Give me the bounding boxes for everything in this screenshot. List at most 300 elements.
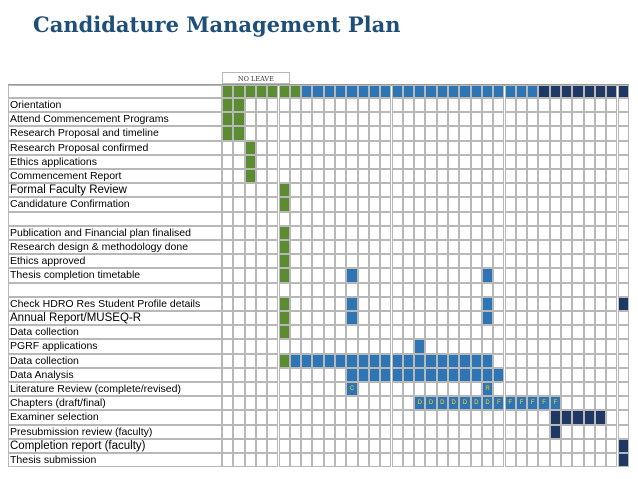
grid-cell <box>459 311 470 325</box>
grid-cell <box>505 169 516 183</box>
grid-cell <box>358 410 369 424</box>
grid-cell <box>437 155 448 169</box>
grid-cell <box>493 98 504 112</box>
navy-bar-cell <box>550 410 561 424</box>
task-label: Annual Report/MUSEQ-R <box>10 312 142 324</box>
grid-cell <box>267 98 278 112</box>
grid-cell <box>538 453 549 467</box>
grid-cell <box>392 226 403 240</box>
grid-cell <box>561 311 572 325</box>
header-bar-cell <box>267 85 278 98</box>
grid-cell <box>561 325 572 339</box>
header-bar-cell <box>584 85 595 98</box>
header-bar-cell <box>471 85 482 98</box>
header-bar-cell <box>279 85 290 98</box>
grid-cell <box>527 425 538 439</box>
header-bar-cell <box>425 85 436 98</box>
grid-cell <box>550 382 561 396</box>
grid-cell <box>425 112 436 126</box>
grid-cell <box>595 283 606 297</box>
grid-cell <box>392 212 403 226</box>
grid-cell <box>301 396 312 410</box>
grid-cell <box>550 439 561 453</box>
green-bar-cell <box>279 325 290 339</box>
grid-cell <box>584 126 595 140</box>
grid-cell <box>380 382 391 396</box>
task-label: Candidature Confirmation <box>10 198 130 211</box>
task-label: Research Proposal and timeline <box>10 127 159 140</box>
grid-cell <box>267 155 278 169</box>
cell-mark: R <box>485 386 490 392</box>
grid-cell <box>324 283 335 297</box>
grid-cell <box>437 410 448 424</box>
grid-cell <box>459 268 470 282</box>
grid-cell <box>606 368 617 382</box>
grid-cell <box>358 197 369 211</box>
grid-cell <box>267 453 278 467</box>
grid-cell <box>312 325 323 339</box>
header-bar-cell <box>324 85 335 98</box>
header-bar-cell <box>335 85 346 98</box>
grid-cell <box>267 169 278 183</box>
grid-cell <box>324 112 335 126</box>
grid-cell <box>222 283 233 297</box>
grid-cell <box>222 339 233 353</box>
grid-cell <box>380 98 391 112</box>
grid-cell <box>527 268 538 282</box>
grid-cell <box>584 354 595 368</box>
grid-cell <box>584 439 595 453</box>
grid-cell <box>324 368 335 382</box>
grid-cell <box>358 226 369 240</box>
grid-cell <box>595 126 606 140</box>
grid-cell <box>459 339 470 353</box>
grid-cell <box>572 197 583 211</box>
grid-cell <box>459 439 470 453</box>
grid-cell <box>267 325 278 339</box>
header-bar-cell <box>595 85 606 98</box>
grid-cell <box>527 98 538 112</box>
grid-cell <box>618 155 629 169</box>
grid-cell <box>595 212 606 226</box>
grid-cell <box>256 254 267 268</box>
grid-cell <box>335 126 346 140</box>
grid-cell <box>606 226 617 240</box>
grid-cell <box>335 112 346 126</box>
grid-cell <box>392 126 403 140</box>
grid-cell <box>369 268 380 282</box>
grid-cell <box>505 155 516 169</box>
grid-cell <box>290 283 301 297</box>
grid-cell <box>267 297 278 311</box>
grid-cell <box>516 339 527 353</box>
grid-cell <box>233 183 244 197</box>
grid-cell <box>301 98 312 112</box>
grid-cell <box>256 268 267 282</box>
grid-cell <box>437 425 448 439</box>
grid-cell <box>505 425 516 439</box>
grid-cell <box>233 155 244 169</box>
grid-cell <box>346 325 357 339</box>
grid-cell <box>482 254 493 268</box>
grid-cell <box>482 197 493 211</box>
grid-cell <box>380 240 391 254</box>
grid-cell <box>380 396 391 410</box>
grid-cell <box>346 197 357 211</box>
grid-cell <box>471 339 482 353</box>
grid-cell <box>550 240 561 254</box>
grid-cell <box>425 339 436 353</box>
grid-cell <box>425 410 436 424</box>
task-label: Examiner selection <box>10 411 99 424</box>
grid-cell <box>256 141 267 155</box>
grid-cell <box>572 396 583 410</box>
grid-cell <box>414 112 425 126</box>
blue-bar-cell <box>392 354 403 368</box>
grid-cell <box>222 311 233 325</box>
grid-cell <box>561 155 572 169</box>
grid-cell <box>437 453 448 467</box>
grid-cell <box>346 254 357 268</box>
grid-cell <box>392 112 403 126</box>
cell-mark: F <box>542 400 546 407</box>
grid-cell <box>550 112 561 126</box>
grid-cell <box>414 439 425 453</box>
grid-cell <box>380 439 391 453</box>
grid-cell <box>606 410 617 424</box>
grid-cell <box>380 183 391 197</box>
grid-cell <box>538 141 549 155</box>
grid-cell <box>618 197 629 211</box>
grid-cell <box>324 325 335 339</box>
grid-cell <box>505 325 516 339</box>
navy-bar-cell <box>584 410 595 424</box>
blue-bar-cell <box>437 368 448 382</box>
grid-cell <box>493 126 504 140</box>
grid-cell <box>369 325 380 339</box>
grid-cell <box>301 410 312 424</box>
grid-cell <box>527 197 538 211</box>
grid-cell <box>290 254 301 268</box>
grid-cell <box>267 268 278 282</box>
grid-cell <box>312 254 323 268</box>
grid-cell <box>561 453 572 467</box>
blue-bar-cell <box>482 268 493 282</box>
grid-cell <box>448 297 459 311</box>
blue-bar-cell <box>346 368 357 382</box>
grid-cell <box>459 197 470 211</box>
grid-cell <box>482 325 493 339</box>
grid-cell <box>222 453 233 467</box>
grid-cell <box>606 183 617 197</box>
grid-cell <box>256 354 267 368</box>
grid-cell <box>527 382 538 396</box>
blue-bar-cell <box>346 311 357 325</box>
grid-cell <box>561 268 572 282</box>
grid-cell <box>618 183 629 197</box>
grid-cell <box>584 212 595 226</box>
grid-cell <box>572 297 583 311</box>
grid-cell <box>256 396 267 410</box>
grid-cell <box>369 197 380 211</box>
grid-cell <box>538 368 549 382</box>
grid-cell <box>233 382 244 396</box>
grid-cell <box>595 183 606 197</box>
blue-bar-cell <box>392 368 403 382</box>
grid-cell <box>301 325 312 339</box>
grid-cell <box>561 396 572 410</box>
grid-cell <box>459 141 470 155</box>
grid-cell <box>222 354 233 368</box>
grid-cell <box>482 183 493 197</box>
grid-cell <box>369 112 380 126</box>
grid-cell <box>527 240 538 254</box>
navy-bar-cell <box>618 297 629 311</box>
grid-cell <box>380 155 391 169</box>
cell-mark: F <box>553 400 558 407</box>
grid-cell <box>346 396 357 410</box>
grid-cell <box>392 254 403 268</box>
grid-cell <box>290 197 301 211</box>
grid-cell <box>550 368 561 382</box>
grid-cell <box>572 226 583 240</box>
grid-cell <box>358 453 369 467</box>
grid-cell <box>290 425 301 439</box>
grid-cell <box>516 240 527 254</box>
grid-cell <box>290 453 301 467</box>
grid-cell <box>550 297 561 311</box>
grid-cell <box>471 382 482 396</box>
grid-cell <box>380 197 391 211</box>
grid-cell <box>595 98 606 112</box>
grid-cell <box>380 112 391 126</box>
grid-cell <box>369 183 380 197</box>
grid-cell <box>493 141 504 155</box>
grid-cell <box>471 425 482 439</box>
grid-cell <box>380 212 391 226</box>
grid-cell <box>245 339 256 353</box>
grid-cell <box>425 453 436 467</box>
grid-cell <box>618 339 629 353</box>
grid-cell <box>380 254 391 268</box>
header-bar-cell <box>437 85 448 98</box>
grid-cell <box>335 311 346 325</box>
grid-cell <box>572 268 583 282</box>
header-bar-cell <box>482 85 493 98</box>
header-bar-cell <box>414 85 425 98</box>
grid-cell <box>233 354 244 368</box>
green-bar-cell <box>279 226 290 240</box>
grid-cell <box>233 453 244 467</box>
grid-cell <box>222 254 233 268</box>
grid-cell <box>584 425 595 439</box>
grid-cell <box>301 425 312 439</box>
grid-cell <box>312 212 323 226</box>
grid-cell <box>369 382 380 396</box>
grid-cell <box>414 169 425 183</box>
grid-cell <box>290 240 301 254</box>
header-bar-cell <box>233 85 244 98</box>
grid-cell <box>233 283 244 297</box>
grid-cell <box>595 311 606 325</box>
grid-cell <box>414 183 425 197</box>
header-bar-cell <box>572 85 583 98</box>
grid-cell <box>358 98 369 112</box>
grid-cell <box>482 240 493 254</box>
blue-bar-cell <box>358 368 369 382</box>
grid-cell <box>493 226 504 240</box>
grid-cell <box>414 197 425 211</box>
header-bar-cell <box>459 85 470 98</box>
grid-cell <box>256 425 267 439</box>
grid-cell <box>392 425 403 439</box>
task-label: Attend Commencement Programs <box>10 113 169 126</box>
grid-cell <box>493 410 504 424</box>
grid-cell <box>505 226 516 240</box>
grid-cell <box>392 283 403 297</box>
grid-cell <box>538 197 549 211</box>
grid-cell <box>312 169 323 183</box>
grid-cell <box>516 197 527 211</box>
green-bar-cell <box>245 141 256 155</box>
grid-cell <box>369 212 380 226</box>
grid-cell <box>482 126 493 140</box>
grid-cell <box>267 183 278 197</box>
cell-mark: D <box>462 400 468 407</box>
grid-cell <box>550 98 561 112</box>
grid-cell <box>584 283 595 297</box>
task-label: Data Analysis <box>10 368 74 381</box>
grid-cell <box>380 325 391 339</box>
grid-cell <box>245 410 256 424</box>
grid-cell <box>414 254 425 268</box>
grid-cell <box>403 126 414 140</box>
grid-cell <box>425 212 436 226</box>
grid-cell <box>403 226 414 240</box>
grid-cell <box>448 283 459 297</box>
grid-cell <box>301 368 312 382</box>
grid-cell <box>335 425 346 439</box>
grid-cell <box>279 126 290 140</box>
grid-cell <box>618 325 629 339</box>
green-bar-cell <box>279 268 290 282</box>
grid-cell <box>267 368 278 382</box>
grid-cell <box>606 339 617 353</box>
green-bar-cell <box>233 112 244 126</box>
blue-bar-cell <box>471 354 482 368</box>
grid-cell <box>538 268 549 282</box>
green-bar-cell <box>279 297 290 311</box>
grid-cell <box>595 268 606 282</box>
grid-cell <box>403 169 414 183</box>
grid-cell <box>245 283 256 297</box>
grid-cell <box>527 283 538 297</box>
grid-cell <box>358 283 369 297</box>
grid-cell <box>267 410 278 424</box>
task-label-cell <box>8 212 222 226</box>
task-label: Thesis submission <box>10 454 97 466</box>
grid-cell <box>538 254 549 268</box>
grid-cell <box>493 297 504 311</box>
grid-cell <box>482 410 493 424</box>
grid-cell <box>561 212 572 226</box>
grid-cell <box>572 254 583 268</box>
grid-cell <box>584 240 595 254</box>
grid-cell <box>493 254 504 268</box>
grid-cell <box>516 453 527 467</box>
grid-cell <box>324 254 335 268</box>
grid-cell <box>505 311 516 325</box>
header-bar-cell <box>380 85 391 98</box>
grid-cell <box>414 325 425 339</box>
grid-cell <box>425 325 436 339</box>
grid-cell <box>358 254 369 268</box>
grid-cell <box>516 141 527 155</box>
grid-cell <box>245 368 256 382</box>
grid-cell <box>606 155 617 169</box>
grid-cell <box>606 112 617 126</box>
grid-cell <box>392 197 403 211</box>
grid-cell <box>290 169 301 183</box>
grid-cell <box>448 311 459 325</box>
grid-cell <box>301 112 312 126</box>
grid-cell <box>471 297 482 311</box>
grid-cell <box>312 197 323 211</box>
grid-cell <box>245 297 256 311</box>
grid-cell <box>561 382 572 396</box>
grid-cell <box>606 141 617 155</box>
grid-cell <box>222 325 233 339</box>
grid-cell <box>550 453 561 467</box>
grid-cell <box>448 197 459 211</box>
grid-cell <box>505 254 516 268</box>
header-bar-cell <box>538 85 549 98</box>
header-bar-cell <box>290 85 301 98</box>
grid-cell <box>312 297 323 311</box>
grid-cell <box>324 396 335 410</box>
grid-cell <box>618 382 629 396</box>
grid-cell <box>471 311 482 325</box>
green-bar-cell <box>222 126 233 140</box>
grid-cell <box>505 297 516 311</box>
grid-cell <box>222 212 233 226</box>
grid-cell <box>437 126 448 140</box>
grid-cell <box>572 382 583 396</box>
grid-cell <box>233 297 244 311</box>
grid-cell <box>448 126 459 140</box>
navy-bar-cell <box>550 425 561 439</box>
grid-cell <box>380 141 391 155</box>
grid-cell <box>301 268 312 282</box>
grid-cell <box>369 98 380 112</box>
blue-bar-cell <box>493 368 504 382</box>
grid-cell <box>335 453 346 467</box>
grid-cell <box>267 126 278 140</box>
blue-bar-cell <box>482 311 493 325</box>
grid-cell <box>538 183 549 197</box>
grid-cell <box>233 197 244 211</box>
grid-cell <box>312 126 323 140</box>
grid-cell <box>448 183 459 197</box>
grid-cell <box>312 98 323 112</box>
grid-cell <box>493 439 504 453</box>
grid-cell <box>301 212 312 226</box>
grid-cell <box>267 212 278 226</box>
grid-cell <box>358 425 369 439</box>
grid-cell <box>527 169 538 183</box>
grid-cell <box>459 382 470 396</box>
grid-cell <box>584 254 595 268</box>
